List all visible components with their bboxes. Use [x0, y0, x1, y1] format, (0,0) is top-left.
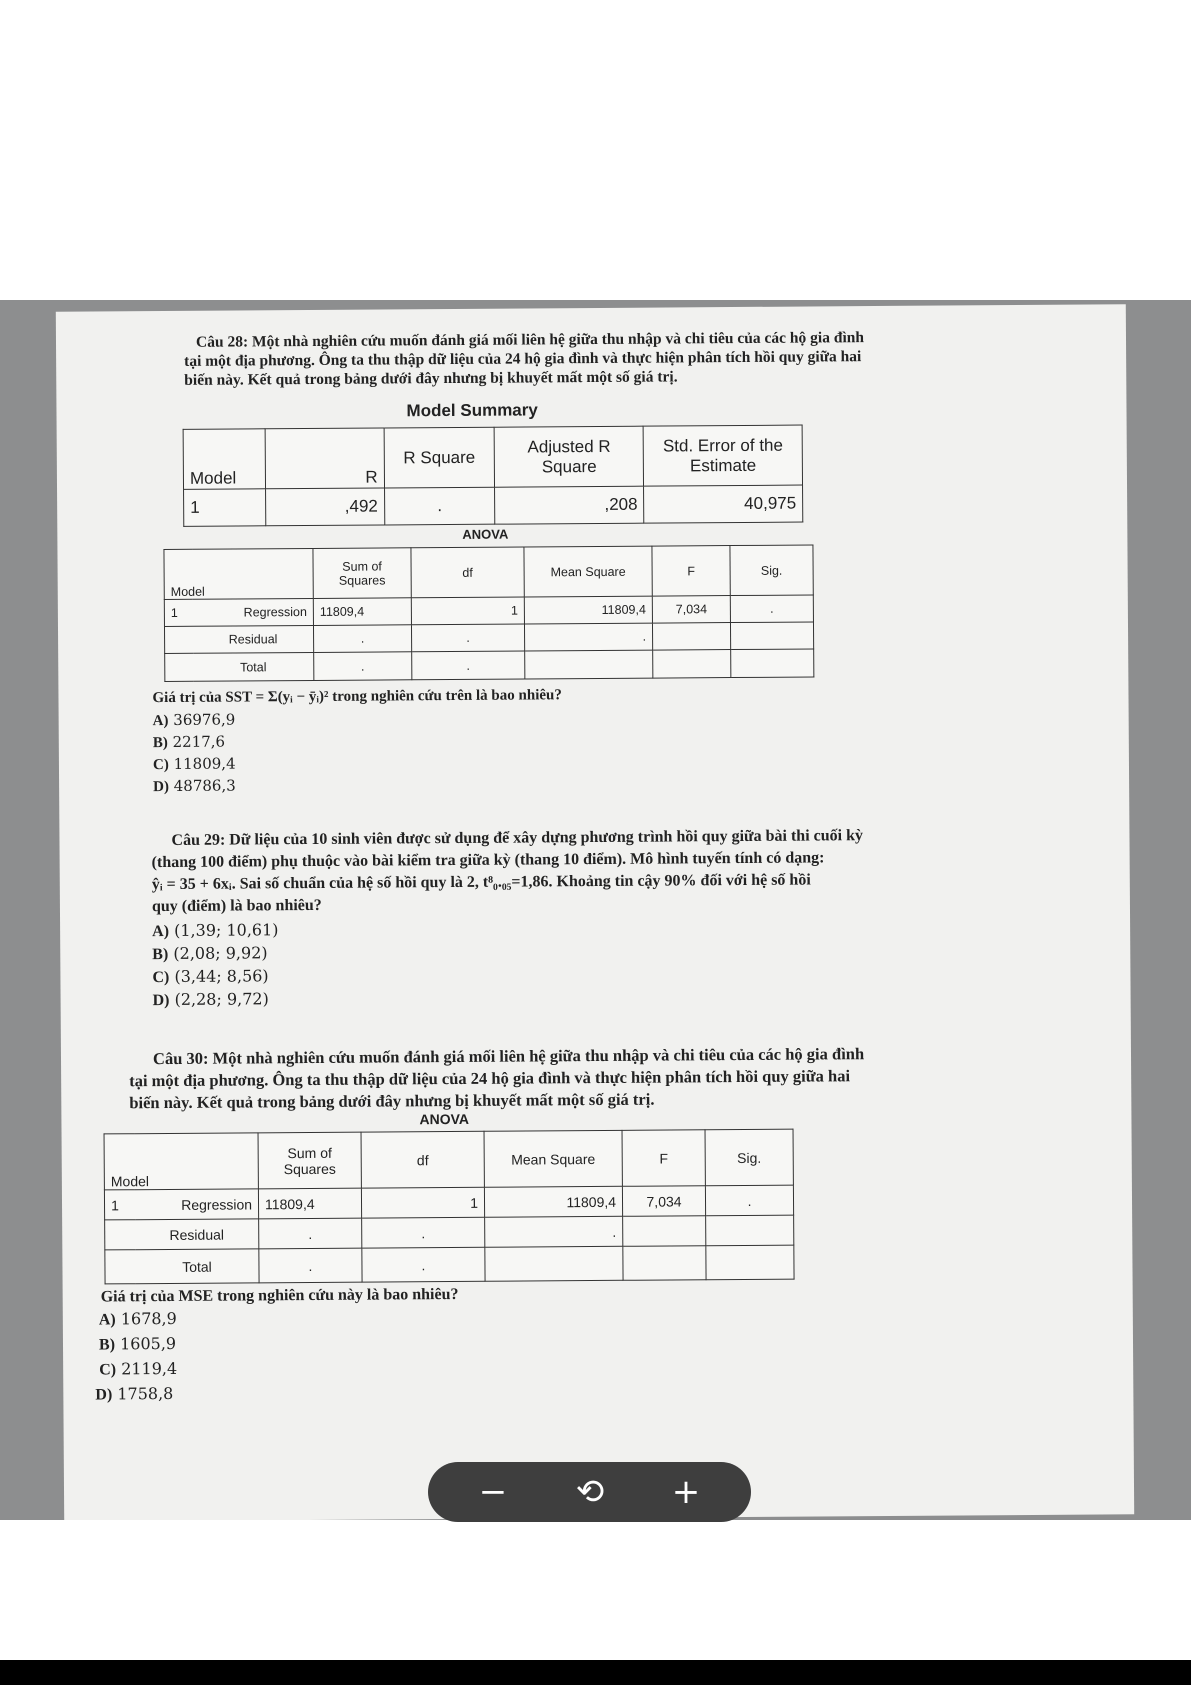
q30-line-1: Câu 30: Một nhà nghiên cứu muốn đánh giá mối liên hệ giữa thu nhập và chi tiêu của các hộ gia đình — [152, 1044, 865, 1069]
anova-row-label: Total — [193, 652, 314, 681]
q30-option-a: A) 1678,9 — [98, 1308, 177, 1329]
anova-row-label: Total — [135, 1249, 259, 1284]
q28-line-3: biến này. Kết quả trong bảng dưới đây nhưng bị khuyết mất một số giá trị. — [184, 368, 678, 389]
anova-row-label: Regression — [193, 598, 314, 626]
q28-anova-table — [163, 544, 814, 682]
q29-line-2: (thang 100 điểm) phụ thuộc vào bài kiểm tra giữa kỳ (thang 10 điểm). Mô hình tuyến tính có dạng: — [151, 849, 825, 872]
anova-header-sig: Sig. — [705, 1129, 793, 1186]
anova-cell-sig — [706, 1215, 794, 1246]
q30-line-3: biến này. Kết quả trong bảng dưới đây nhưng bị khuyết mất một số giá trị. — [129, 1089, 655, 1113]
ms-header-r: R — [265, 428, 384, 489]
q28-line-2: tại một địa phương. Ông ta thu thập dữ liệu của 24 hộ gia đình và thực hiện phân tích hồi quy giữa hai — [184, 348, 862, 370]
anova-cell-sig: . — [705, 1185, 793, 1216]
anova-row-model-number: 1 — [104, 1190, 135, 1220]
anova-cell-sig — [730, 622, 813, 650]
anova-cell-df: 1 — [361, 1187, 484, 1218]
bottom-black-bar — [0, 1660, 1191, 1685]
anova-row-label: Residual — [193, 625, 314, 653]
q28-model-summary-table — [183, 425, 804, 527]
anova-cell-ss: 11809,4 — [258, 1188, 361, 1219]
q30-option-d: D) 1758,8 — [95, 1383, 174, 1404]
image-viewer-toolbar — [428, 1462, 751, 1522]
anova-header-model: Model — [104, 1133, 258, 1190]
anova-cell-ms: . — [485, 1216, 623, 1247]
zoom-in-button[interactable]: + — [671, 1472, 701, 1512]
q30-option-c: C) 2119,4 — [99, 1358, 178, 1379]
q28-anova-title: ANOVA — [462, 526, 509, 542]
anova-cell-f: 7,034 — [652, 596, 730, 624]
q29-line-1: Câu 29: Dữ liệu của 10 sinh viên được sử dụng để xây dựng phương trình hồi quy giữa bài thi cuối kỳ — [171, 827, 864, 849]
anova-cell-ss: 11809,4 — [313, 598, 411, 626]
anova-row-label: Regression — [135, 1189, 259, 1220]
q30-line-2: tại một địa phương. Ông ta thu thập dữ liệu của 24 hộ gia đình và thực hiện phân tích hồi quy giữa hai — [129, 1066, 851, 1091]
anova-row-model-number — [164, 626, 193, 653]
anova-cell-ss: . — [313, 625, 411, 653]
q28-model-summary-title: Model Summary — [406, 400, 538, 421]
anova-cell-ss: . — [259, 1218, 362, 1249]
anova-cell-f — [623, 1246, 706, 1281]
q29-option-b: B) (2,08; 9,92) — [152, 943, 268, 964]
anova-header-mean-square: Mean Square — [484, 1130, 622, 1187]
ms-header-r-square: R Square — [384, 427, 495, 488]
anova-cell-df: . — [412, 651, 525, 680]
q29-line-4: quy (điểm) là bao nhiêu? — [151, 896, 322, 916]
anova-header-f: F — [652, 546, 730, 597]
anova-row-label: Residual — [135, 1219, 259, 1250]
ms-header-model: Model — [183, 429, 265, 490]
anova-cell-ss: . — [314, 652, 412, 681]
anova-row-model-number — [165, 653, 194, 681]
anova-cell-f — [652, 623, 730, 651]
anova-cell-sig: . — [730, 595, 813, 623]
ms-cell-std-error: 40,975 — [644, 485, 803, 523]
q30-option-b: B) 1605,9 — [98, 1333, 177, 1354]
ms-cell-r-square: . — [384, 488, 495, 525]
ms-header-std-error: Std. Error of the Estimate — [643, 425, 802, 486]
q30-anova-table — [104, 1129, 795, 1285]
q28-question: Giá trị của SST = Σ(yᵢ − ȳᵢ)² trong nghiên cứu trên là bao nhiêu? — [152, 687, 562, 707]
q28-option-b: B) 2217,6 — [152, 732, 226, 752]
anova-cell-df: . — [362, 1217, 485, 1248]
ms-cell-adjusted-r-square: ,208 — [495, 486, 644, 524]
anova-header-mean-square: Mean Square — [524, 546, 652, 597]
anova-cell-ms — [525, 650, 653, 679]
anova-header-df: df — [361, 1131, 484, 1188]
anova-cell-ss: . — [259, 1248, 362, 1283]
rotate-icon[interactable]: ⟲ — [575, 1472, 605, 1512]
anova-header-sum-of-squares: Sum of Squares — [313, 548, 411, 599]
q29-option-c: C) (3,44; 8,56) — [152, 966, 269, 987]
q30-anova-title: ANOVA — [419, 1110, 470, 1128]
q28-option-c: C) 11809,4 — [152, 754, 236, 774]
anova-cell-sig — [731, 649, 814, 678]
anova-cell-ms: 11809,4 — [484, 1186, 622, 1217]
anova-cell-df: 1 — [411, 597, 524, 625]
ms-cell-r: ,492 — [265, 488, 384, 525]
anova-header-f: F — [622, 1130, 705, 1187]
anova-cell-f: 7,034 — [622, 1186, 705, 1217]
ms-cell-model: 1 — [184, 489, 266, 526]
q28-option-a: A) 36976,9 — [152, 710, 236, 730]
exam-paper — [56, 304, 1134, 1521]
anova-cell-sig — [706, 1245, 794, 1280]
anova-cell-ms — [485, 1246, 623, 1281]
anova-cell-ms: 11809,4 — [524, 596, 652, 624]
anova-row-model-number — [105, 1220, 136, 1250]
top-blank-area — [0, 0, 1191, 300]
q28-option-d: D) 48786,3 — [153, 776, 236, 796]
anova-cell-df: . — [362, 1247, 485, 1282]
q28-line-1: Câu 28: Một nhà nghiên cứu muốn đánh giá mối liên hệ giữa thu nhập và chi tiêu của các hộ gia đình — [195, 329, 865, 351]
ms-header-adjusted-r-square: Adjusted R Square — [494, 426, 644, 487]
q30-question: Giá trị của MSE trong nghiên cứu này là bao nhiêu? — [100, 1285, 459, 1306]
q29-line-3: ŷᵢ = 35 + 6xᵢ. Sai số chuẩn của hệ số hồi quy là 2, t⁸₀.₀₅=1,86. Khoảng tin cậy 90% đối với hệ số hồi — [151, 871, 811, 894]
anova-cell-f — [653, 650, 731, 679]
zoom-out-button[interactable]: − — [478, 1472, 508, 1512]
q29-option-a: A) (1,39; 10,61) — [152, 920, 279, 941]
anova-cell-df: . — [411, 624, 524, 652]
anova-header-df: df — [411, 547, 524, 598]
anova-cell-ms: . — [524, 623, 652, 651]
anova-row-model-number — [105, 1250, 136, 1284]
anova-header-sig: Sig. — [730, 545, 813, 596]
anova-cell-f — [623, 1216, 706, 1247]
anova-row-model-number: 1 — [164, 599, 193, 626]
anova-header-sum-of-squares: Sum of Squares — [258, 1132, 361, 1189]
anova-header-model: Model — [164, 548, 313, 599]
q29-option-d: D) (2,28; 9,72) — [152, 989, 269, 1010]
